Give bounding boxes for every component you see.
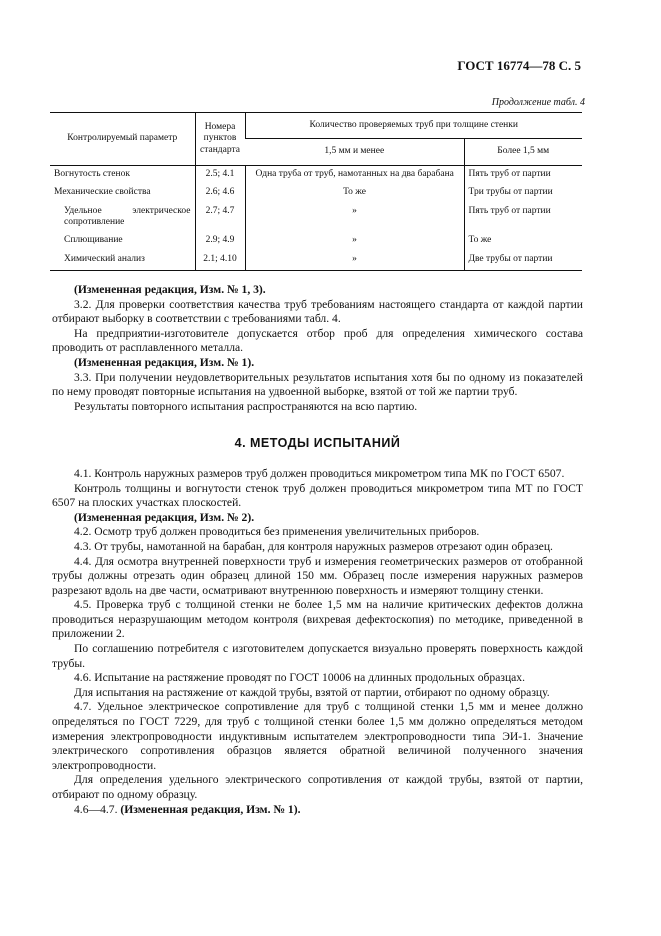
cell-thick: Две трубы от партии [464, 251, 582, 271]
cell-thin: » [245, 203, 464, 233]
header-count-group: Количество проверяемых труб при толщине стенки [245, 113, 582, 139]
final-note-prefix: 4.6—4.7. [74, 802, 118, 816]
cell-thick: То же [464, 232, 582, 250]
paragraph: Для испытания на растяжение от каждой трубы, взятой от партии, отбирают по одному образцу. [74, 685, 550, 699]
section-title: 4. МЕТОДЫ ИСПЫТАНИЙ [234, 436, 401, 451]
table-row [50, 251, 582, 271]
paragraph: На предприятии-изготовителе допускается отбор проб для определения химического состава проводить от расплавленного металла. [52, 326, 583, 355]
cell-clause: 2.6; 4.6 [195, 184, 245, 202]
cell-param: Механические свойства [54, 187, 151, 198]
amendment-note: (Измененная редакция, Изм. № 2). [74, 510, 255, 524]
cell-clause: 2.5; 4.1 [195, 165, 245, 184]
final-note-text: (Измененная редакция, Изм. № 1). [120, 802, 301, 816]
parameters-table [50, 112, 582, 271]
cell-thin: » [245, 251, 464, 271]
header-clause: Номера пунктов стандарта [195, 113, 245, 166]
final-amendment-note [52, 803, 583, 818]
paragraph: Контроль толщины и вогнутости стенок труб должен проводиться микрометром типа МТ по ГОСТ 6507 на плоских участках плоскостей. [52, 481, 583, 510]
cell-thin: Одна труба от труб, намотанных на два барабана [245, 165, 464, 184]
paragraph: 4.6. Испытание на растяжение проводят по ГОСТ 10006 на длинных продольных образцах. [74, 671, 525, 685]
table-row [50, 165, 582, 184]
paragraph: 4.7. Удельное электрическое сопротивление для труб с толщиной стенки 1,5 мм и менее должно определяться по ГОСТ 7229, для труб с толщиной стенки более 1,5 мм должно определяться методом измерения электропроводности индуктивным испытателем электропроводности типа ЭИ-1. Значение электрического сопротивления образцов является обратной величиной полученного значения электропроводности. [52, 700, 583, 772]
amendment-note: (Измененная редакция, Изм. № 1). [74, 355, 255, 369]
cell-clause: 2.7; 4.7 [195, 203, 245, 233]
paragraph: 3.3. При получении неудовлетворительных результатов испытания хотя бы по одному из показателей по нему проводят повторные испытания на удвоенной выборке, взятой от той же партии труб. [52, 370, 583, 399]
paragraph: 4.5. Проверка труб с толщиной стенки не более 1,5 мм на наличие критических дефектов должна проводиться неразрушающим методом контроля (вихревая дефектоскопия) по методике, приведенной в приложении 2. [52, 598, 583, 641]
paragraph: 4.3. От трубы, намотанной на барабан, для контроля наружных размеров отрезают один образец. [74, 539, 553, 553]
header-thick: Более 1,5 мм [464, 139, 582, 165]
paragraph: 4.1. Контроль наружных размеров труб должен проводиться микрометром типа МК по ГОСТ 6507. [74, 466, 565, 480]
cell-param: Сплющивание [64, 235, 123, 246]
cell-param: Химический анализ [50, 251, 195, 271]
cell-thick: Пять труб от партии [464, 203, 582, 233]
paragraph: Результаты повторного испытания распространяются на всю партию. [74, 399, 418, 413]
table-continuation-label: Продолжение табл. 4 [491, 97, 585, 108]
amendment-note: (Измененная редакция, Изм. № 1, 3). [74, 283, 266, 296]
document-body [52, 283, 583, 817]
header-param: Контролируемый параметр [50, 113, 195, 166]
paragraph: Для определения удельного электрического сопротивления от каждой трубы, взятой от партии, отбирают по одному образцу. [52, 773, 583, 801]
cell-thin: » [245, 232, 464, 250]
paragraph: 4.4. Для осмотра внутренней поверхности труб и измерения геометрических размеров от отобранной трубы должны отрезать один образец длиной 150 мм. Образец после измерения наружных размеров разрезают вдоль на две части, осматривают внутреннюю поверхность и измеряют толщину стенки. [52, 554, 583, 597]
table-row [50, 232, 582, 250]
cell-clause: 2.1; 4.10 [195, 251, 245, 271]
cell-thick: Три трубы от партии [464, 184, 582, 202]
cell-clause: 2.9; 4.9 [195, 232, 245, 250]
paragraph: По соглашению потребителя с изготовителем допускается визуально проверять поверхность каждой трубы. [52, 642, 583, 670]
cell-param: Удельное электрическое сопротивление [64, 205, 191, 227]
cell-thin: То же [245, 184, 464, 202]
paragraph: 3.2. Для проверки соответствия качества труб требованиям настоящего стандарта от каждой партии отбирают выборку в соответствии с требованиями табл. 4. [52, 297, 583, 326]
cell-param: Вогнутость стенок [54, 168, 130, 179]
cell-thick: Пять труб от партии [464, 165, 582, 184]
table-row [50, 184, 582, 202]
page-header: ГОСТ 16774—78 С. 5 [457, 58, 581, 73]
table-row [50, 203, 582, 233]
paragraph: 4.2. Осмотр труб должен проводиться без применения увеличительных приборов. [74, 525, 480, 539]
header-thin: 1,5 мм и менее [245, 139, 464, 165]
